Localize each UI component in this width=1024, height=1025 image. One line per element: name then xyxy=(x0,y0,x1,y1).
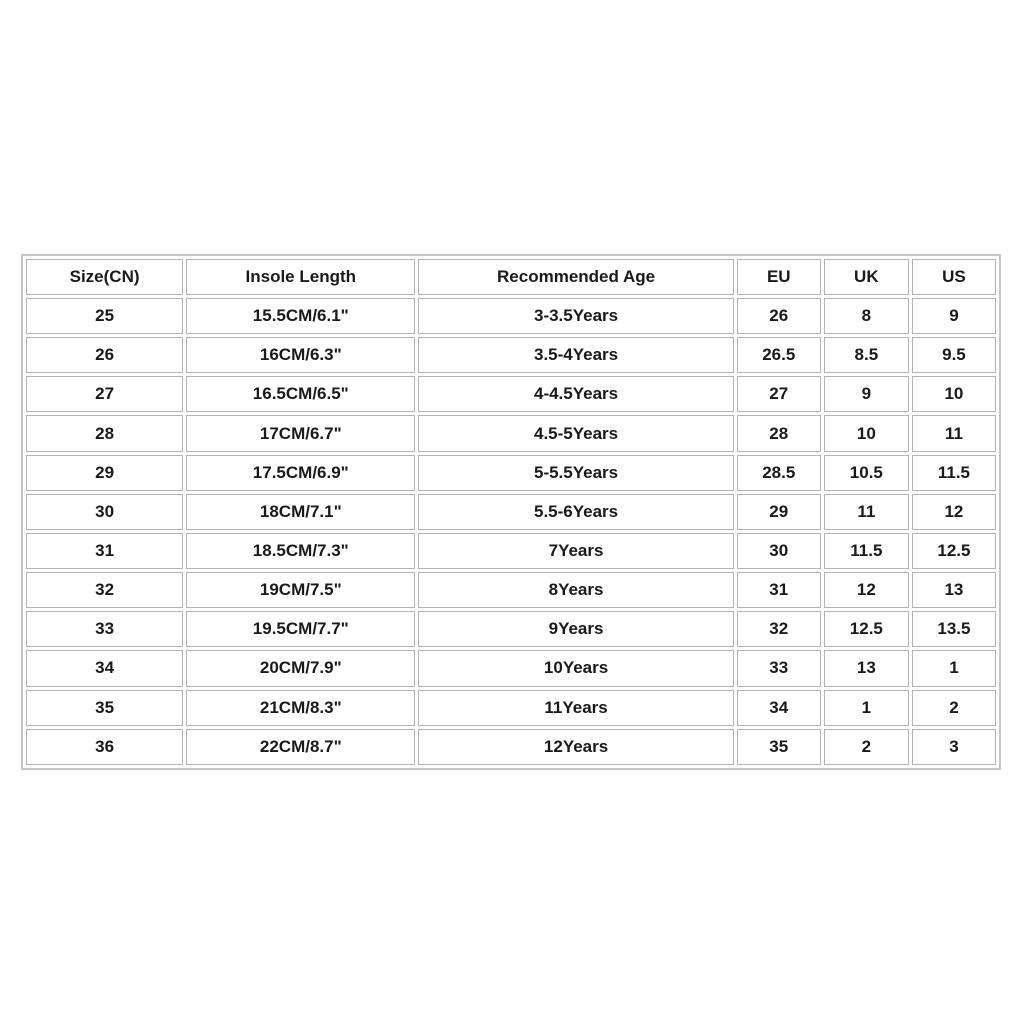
table-row xyxy=(26,415,996,451)
size-cn-cell: 31 xyxy=(26,533,183,569)
table-row xyxy=(26,337,996,373)
table-row xyxy=(26,690,996,726)
insole-length-cell: 18.5CM/7.3" xyxy=(186,533,415,569)
insole-length-cell: 19CM/7.5" xyxy=(186,572,415,608)
header-row xyxy=(26,259,996,295)
header-insole-length: Insole Length xyxy=(186,259,415,295)
size-cn-cell: 26 xyxy=(26,337,183,373)
us-size-cell: 12 xyxy=(912,494,996,530)
us-size-cell: 13.5 xyxy=(912,611,996,647)
insole-length-cell: 16.5CM/6.5" xyxy=(186,376,415,412)
eu-size-cell: 33 xyxy=(737,650,821,686)
insole-length-cell: 16CM/6.3" xyxy=(186,337,415,373)
uk-size-cell: 12 xyxy=(824,572,909,608)
us-size-cell: 13 xyxy=(912,572,996,608)
header-us: US xyxy=(912,259,996,295)
table-row xyxy=(26,650,996,686)
recommended-age-cell: 5-5.5Years xyxy=(418,455,733,491)
size-cn-cell: 36 xyxy=(26,729,183,765)
size-cn-cell: 29 xyxy=(26,455,183,491)
size-cn-cell: 34 xyxy=(26,650,183,686)
recommended-age-cell: 3-3.5Years xyxy=(418,298,733,334)
table-row xyxy=(26,729,996,765)
table-row xyxy=(26,572,996,608)
uk-size-cell: 1 xyxy=(824,690,909,726)
insole-length-cell: 18CM/7.1" xyxy=(186,494,415,530)
insole-length-cell: 19.5CM/7.7" xyxy=(186,611,415,647)
header-uk: UK xyxy=(824,259,909,295)
size-cn-cell: 27 xyxy=(26,376,183,412)
table-row xyxy=(26,494,996,530)
insole-length-cell: 22CM/8.7" xyxy=(186,729,415,765)
uk-size-cell: 2 xyxy=(824,729,909,765)
uk-size-cell: 10 xyxy=(824,415,909,451)
eu-size-cell: 28.5 xyxy=(737,455,821,491)
size-chart-table xyxy=(23,256,999,768)
eu-size-cell: 35 xyxy=(737,729,821,765)
us-size-cell: 9.5 xyxy=(912,337,996,373)
us-size-cell: 11.5 xyxy=(912,455,996,491)
us-size-cell: 12.5 xyxy=(912,533,996,569)
recommended-age-cell: 4-4.5Years xyxy=(418,376,733,412)
recommended-age-cell: 9Years xyxy=(418,611,733,647)
uk-size-cell: 10.5 xyxy=(824,455,909,491)
size-cn-cell: 33 xyxy=(26,611,183,647)
header-size-cn: Size(CN) xyxy=(26,259,183,295)
recommended-age-cell: 10Years xyxy=(418,650,733,686)
size-chart-table-container xyxy=(21,254,1001,770)
eu-size-cell: 26 xyxy=(737,298,821,334)
eu-size-cell: 26.5 xyxy=(737,337,821,373)
insole-length-cell: 21CM/8.3" xyxy=(186,690,415,726)
us-size-cell: 11 xyxy=(912,415,996,451)
us-size-cell: 2 xyxy=(912,690,996,726)
table-header xyxy=(26,259,996,295)
table-row xyxy=(26,298,996,334)
eu-size-cell: 28 xyxy=(737,415,821,451)
eu-size-cell: 29 xyxy=(737,494,821,530)
uk-size-cell: 11 xyxy=(824,494,909,530)
recommended-age-cell: 3.5-4Years xyxy=(418,337,733,373)
size-cn-cell: 35 xyxy=(26,690,183,726)
recommended-age-cell: 4.5-5Years xyxy=(418,415,733,451)
size-cn-cell: 32 xyxy=(26,572,183,608)
recommended-age-cell: 7Years xyxy=(418,533,733,569)
eu-size-cell: 27 xyxy=(737,376,821,412)
us-size-cell: 9 xyxy=(912,298,996,334)
eu-size-cell: 31 xyxy=(737,572,821,608)
size-cn-cell: 28 xyxy=(26,415,183,451)
uk-size-cell: 8.5 xyxy=(824,337,909,373)
uk-size-cell: 13 xyxy=(824,650,909,686)
uk-size-cell: 8 xyxy=(824,298,909,334)
eu-size-cell: 32 xyxy=(737,611,821,647)
uk-size-cell: 11.5 xyxy=(824,533,909,569)
us-size-cell: 10 xyxy=(912,376,996,412)
us-size-cell: 3 xyxy=(912,729,996,765)
insole-length-cell: 20CM/7.9" xyxy=(186,650,415,686)
size-cn-cell: 30 xyxy=(26,494,183,530)
table-row xyxy=(26,611,996,647)
uk-size-cell: 12.5 xyxy=(824,611,909,647)
size-cn-cell: 25 xyxy=(26,298,183,334)
table-row xyxy=(26,455,996,491)
us-size-cell: 1 xyxy=(912,650,996,686)
recommended-age-cell: 11Years xyxy=(418,690,733,726)
insole-length-cell: 17.5CM/6.9" xyxy=(186,455,415,491)
table-row xyxy=(26,533,996,569)
insole-length-cell: 15.5CM/6.1" xyxy=(186,298,415,334)
table-row xyxy=(26,376,996,412)
header-eu: EU xyxy=(737,259,821,295)
uk-size-cell: 9 xyxy=(824,376,909,412)
insole-length-cell: 17CM/6.7" xyxy=(186,415,415,451)
header-recommended-age: Recommended Age xyxy=(418,259,733,295)
eu-size-cell: 34 xyxy=(737,690,821,726)
eu-size-cell: 30 xyxy=(737,533,821,569)
table-body xyxy=(26,298,996,765)
recommended-age-cell: 5.5-6Years xyxy=(418,494,733,530)
recommended-age-cell: 12Years xyxy=(418,729,733,765)
recommended-age-cell: 8Years xyxy=(418,572,733,608)
